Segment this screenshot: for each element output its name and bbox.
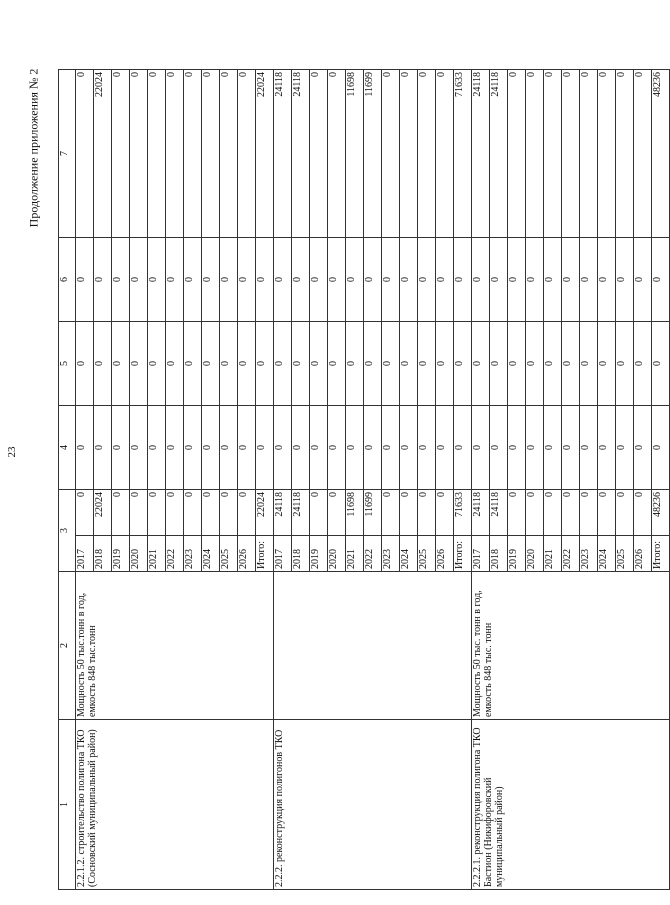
value-cell-col4: 0: [436, 406, 454, 490]
table-row: [76, 70, 94, 890]
value-cell-col3: 0: [238, 490, 256, 536]
capacity-cell: Мощность 50 тыс. тонн в год, емкость 848 тыс. тонн: [472, 572, 670, 720]
value-cell-col4: 0: [526, 406, 544, 490]
year-cell: 2019: [508, 536, 526, 572]
value-cell-col5: 0: [274, 322, 292, 406]
value-cell-col3: 0: [544, 490, 562, 536]
value-cell-col3: 0: [148, 490, 166, 536]
value-cell-col4: 0: [94, 406, 112, 490]
value-cell-col7: 11699: [364, 70, 382, 238]
value-cell-col7: 0: [328, 70, 346, 238]
value-cell-col7: 0: [238, 70, 256, 238]
year-cell: 2017: [472, 536, 490, 572]
value-cell-col3: 0: [130, 490, 148, 536]
value-cell-col3: 0: [400, 490, 418, 536]
value-cell-col3: 0: [436, 490, 454, 536]
value-cell-col4: 0: [202, 406, 220, 490]
year-cell: 2024: [202, 536, 220, 572]
continuation-label: Продолжение приложения № 2: [26, 68, 41, 228]
value-cell-col5: 0: [310, 322, 328, 406]
value-cell-col5: 0: [508, 322, 526, 406]
value-cell-col6: 0: [274, 238, 292, 322]
value-cell-col4: 0: [508, 406, 526, 490]
value-cell-col4: 0: [238, 406, 256, 490]
year-cell: 2023: [580, 536, 598, 572]
value-cell-col7: 0: [418, 70, 436, 238]
value-cell-col5: 0: [562, 322, 580, 406]
year-cell: 2019: [310, 536, 328, 572]
value-cell-col6: 0: [382, 238, 400, 322]
year-cell: 2018: [292, 536, 310, 572]
column-number: 2: [59, 572, 76, 720]
value-cell-col5: 0: [472, 322, 490, 406]
value-cell-col4: 0: [598, 406, 616, 490]
value-cell-col6: 0: [418, 238, 436, 322]
value-cell-col4: 0: [220, 406, 238, 490]
value-cell-col3: 22024: [94, 490, 112, 536]
value-cell-col3: 24118: [292, 490, 310, 536]
value-cell-col6: 0: [472, 238, 490, 322]
value-cell-col3: 11699: [364, 490, 382, 536]
value-cell-col3: 0: [616, 490, 634, 536]
value-cell-col3: 24118: [490, 490, 508, 536]
value-cell-col7: 24118: [274, 70, 292, 238]
year-cell: 2020: [328, 536, 346, 572]
value-cell-col3: 0: [508, 490, 526, 536]
value-cell-col3: 0: [382, 490, 400, 536]
value-cell-col3: 0: [310, 490, 328, 536]
value-cell-col6: 0: [454, 238, 472, 322]
value-cell-col6: 0: [364, 238, 382, 322]
column-number: 5: [59, 322, 76, 406]
table-row: [472, 70, 490, 890]
value-cell-col5: 0: [130, 322, 148, 406]
value-cell-col5: 0: [328, 322, 346, 406]
value-cell-col6: 0: [292, 238, 310, 322]
capacity-cell: [274, 572, 472, 720]
value-cell-col4: 0: [184, 406, 202, 490]
value-cell-col5: 0: [652, 322, 670, 406]
value-cell-col3: 0: [76, 490, 94, 536]
value-cell-col7: 11698: [346, 70, 364, 238]
value-cell-col4: 0: [562, 406, 580, 490]
value-cell-col7: 24118: [490, 70, 508, 238]
value-cell-col5: 0: [346, 322, 364, 406]
value-cell-col4: 0: [130, 406, 148, 490]
value-cell-col4: 0: [112, 406, 130, 490]
value-cell-col3: 11698: [346, 490, 364, 536]
year-cell: 2026: [634, 536, 652, 572]
funding-table: [58, 69, 670, 890]
value-cell-col6: 0: [616, 238, 634, 322]
year-cell: 2025: [616, 536, 634, 572]
year-cell: 2026: [436, 536, 454, 572]
column-number: 4: [59, 406, 76, 490]
value-cell-col5: 0: [400, 322, 418, 406]
value-cell-col4: 0: [166, 406, 184, 490]
year-cell: 2018: [94, 536, 112, 572]
value-cell-col5: 0: [148, 322, 166, 406]
value-cell-col6: 0: [328, 238, 346, 322]
value-cell-col7: 0: [436, 70, 454, 238]
value-cell-col6: 0: [202, 238, 220, 322]
value-cell-col4: 0: [454, 406, 472, 490]
value-cell-col4: 0: [580, 406, 598, 490]
value-cell-col7: 0: [148, 70, 166, 238]
year-cell: 2020: [526, 536, 544, 572]
year-cell: 2017: [274, 536, 292, 572]
value-cell-col7: 0: [382, 70, 400, 238]
value-cell-col6: 0: [166, 238, 184, 322]
column-number-row: [59, 70, 76, 890]
value-cell-col7: 0: [562, 70, 580, 238]
value-cell-col5: 0: [436, 322, 454, 406]
value-cell-col6: 0: [184, 238, 202, 322]
value-cell-col4: 0: [616, 406, 634, 490]
value-cell-col5: 0: [634, 322, 652, 406]
table-row: [274, 70, 292, 890]
value-cell-col6: 0: [652, 238, 670, 322]
value-cell-col5: 0: [490, 322, 508, 406]
value-cell-col5: 0: [220, 322, 238, 406]
year-cell: Итого:: [454, 536, 472, 572]
value-cell-col6: 0: [598, 238, 616, 322]
section-name-cell: 2.2.1.2. строительство полигона ТКО (Сосновский муниципальный район): [76, 720, 274, 890]
value-cell-col5: 0: [112, 322, 130, 406]
column-number: 1: [59, 720, 76, 890]
value-cell-col5: 0: [382, 322, 400, 406]
value-cell-col3: 71633: [454, 490, 472, 536]
value-cell-col7: 0: [598, 70, 616, 238]
year-cell: 2021: [148, 536, 166, 572]
value-cell-col4: 0: [418, 406, 436, 490]
value-cell-col6: 0: [76, 238, 94, 322]
column-number: 7: [59, 70, 76, 238]
year-cell: 2024: [598, 536, 616, 572]
value-cell-col7: 0: [544, 70, 562, 238]
value-cell-col4: 0: [544, 406, 562, 490]
value-cell-col4: 0: [292, 406, 310, 490]
year-cell: 2025: [220, 536, 238, 572]
value-cell-col6: 0: [238, 238, 256, 322]
year-cell: 2020: [130, 536, 148, 572]
value-cell-col3: 24118: [472, 490, 490, 536]
value-cell-col3: 0: [634, 490, 652, 536]
value-cell-col7: 0: [220, 70, 238, 238]
value-cell-col4: 0: [148, 406, 166, 490]
value-cell-col6: 0: [400, 238, 418, 322]
value-cell-col6: 0: [148, 238, 166, 322]
value-cell-col3: 24118: [274, 490, 292, 536]
value-cell-col5: 0: [526, 322, 544, 406]
value-cell-col6: 0: [526, 238, 544, 322]
value-cell-col7: 22024: [94, 70, 112, 238]
value-cell-col6: 0: [580, 238, 598, 322]
value-cell-col5: 0: [616, 322, 634, 406]
section-name-cell: 2.2.2.1. реконструкция полигона ТКО Бастион (Никифоровский муниципальный район): [472, 720, 670, 890]
value-cell-col5: 0: [184, 322, 202, 406]
value-cell-col7: 0: [616, 70, 634, 238]
value-cell-col5: 0: [364, 322, 382, 406]
year-cell: 2023: [382, 536, 400, 572]
value-cell-col4: 0: [310, 406, 328, 490]
value-cell-col5: 0: [76, 322, 94, 406]
value-cell-col7: 0: [634, 70, 652, 238]
year-cell: 2022: [562, 536, 580, 572]
year-cell: 2022: [166, 536, 184, 572]
value-cell-col7: 0: [400, 70, 418, 238]
value-cell-col4: 0: [76, 406, 94, 490]
value-cell-col5: 0: [544, 322, 562, 406]
value-cell-col4: 0: [382, 406, 400, 490]
value-cell-col5: 0: [238, 322, 256, 406]
value-cell-col7: 0: [508, 70, 526, 238]
value-cell-col7: 48236: [652, 70, 670, 238]
value-cell-col7: 24118: [292, 70, 310, 238]
value-cell-col6: 0: [346, 238, 364, 322]
value-cell-col5: 0: [202, 322, 220, 406]
rotated-page-content: [58, 70, 663, 890]
value-cell-col3: 0: [562, 490, 580, 536]
value-cell-col5: 0: [598, 322, 616, 406]
year-cell: 2017: [76, 536, 94, 572]
value-cell-col6: 0: [562, 238, 580, 322]
value-cell-col3: 0: [202, 490, 220, 536]
value-cell-col3: 0: [166, 490, 184, 536]
value-cell-col3: 0: [112, 490, 130, 536]
page-number: 23: [6, 446, 18, 458]
year-cell: 2019: [112, 536, 130, 572]
year-cell: Итого:: [256, 536, 274, 572]
value-cell-col7: 0: [184, 70, 202, 238]
value-cell-col3: 0: [418, 490, 436, 536]
value-cell-col6: 0: [508, 238, 526, 322]
value-cell-col7: 0: [526, 70, 544, 238]
value-cell-col6: 0: [544, 238, 562, 322]
value-cell-col6: 0: [634, 238, 652, 322]
year-cell: 2024: [400, 536, 418, 572]
value-cell-col7: 0: [310, 70, 328, 238]
value-cell-col3: 0: [184, 490, 202, 536]
value-cell-col4: 0: [256, 406, 274, 490]
year-cell: 2021: [346, 536, 364, 572]
value-cell-col6: 0: [256, 238, 274, 322]
value-cell-col7: 0: [202, 70, 220, 238]
value-cell-col7: 0: [580, 70, 598, 238]
value-cell-col4: 0: [652, 406, 670, 490]
value-cell-col7: 0: [130, 70, 148, 238]
value-cell-col3: 22024: [256, 490, 274, 536]
value-cell-col6: 0: [112, 238, 130, 322]
value-cell-col5: 0: [256, 322, 274, 406]
capacity-cell: Мощность 50 тыс.тонн в год, емкость 848 тыс.тонн: [76, 572, 274, 720]
value-cell-col7: 71633: [454, 70, 472, 238]
value-cell-col4: 0: [364, 406, 382, 490]
value-cell-col6: 0: [490, 238, 508, 322]
value-cell-col3: 0: [580, 490, 598, 536]
value-cell-col4: 0: [346, 406, 364, 490]
value-cell-col4: 0: [634, 406, 652, 490]
section-name-cell: 2.2.2. реконструкция полигонов ТКО: [274, 720, 472, 890]
value-cell-col5: 0: [292, 322, 310, 406]
value-cell-col5: 0: [454, 322, 472, 406]
value-cell-col4: 0: [328, 406, 346, 490]
value-cell-col5: 0: [580, 322, 598, 406]
value-cell-col5: 0: [418, 322, 436, 406]
year-cell: 2023: [184, 536, 202, 572]
value-cell-col4: 0: [490, 406, 508, 490]
value-cell-col4: 0: [274, 406, 292, 490]
value-cell-col5: 0: [94, 322, 112, 406]
year-cell: Итого:: [652, 536, 670, 572]
value-cell-col6: 0: [220, 238, 238, 322]
value-cell-col6: 0: [130, 238, 148, 322]
value-cell-col6: 0: [436, 238, 454, 322]
value-cell-col4: 0: [400, 406, 418, 490]
value-cell-col7: 0: [76, 70, 94, 238]
value-cell-col3: 48236: [652, 490, 670, 536]
value-cell-col3: 0: [220, 490, 238, 536]
year-cell: 2025: [418, 536, 436, 572]
year-cell: 2021: [544, 536, 562, 572]
column-number: 3: [59, 490, 76, 572]
year-cell: 2018: [490, 536, 508, 572]
value-cell-col3: 0: [328, 490, 346, 536]
value-cell-col3: 0: [598, 490, 616, 536]
value-cell-col5: 0: [166, 322, 184, 406]
year-cell: 2026: [238, 536, 256, 572]
value-cell-col4: 0: [472, 406, 490, 490]
value-cell-col3: 0: [526, 490, 544, 536]
value-cell-col7: 22024: [256, 70, 274, 238]
column-number: 6: [59, 238, 76, 322]
value-cell-col6: 0: [94, 238, 112, 322]
value-cell-col7: 0: [112, 70, 130, 238]
value-cell-col7: 24118: [472, 70, 490, 238]
value-cell-col6: 0: [310, 238, 328, 322]
year-cell: 2022: [364, 536, 382, 572]
value-cell-col7: 0: [166, 70, 184, 238]
